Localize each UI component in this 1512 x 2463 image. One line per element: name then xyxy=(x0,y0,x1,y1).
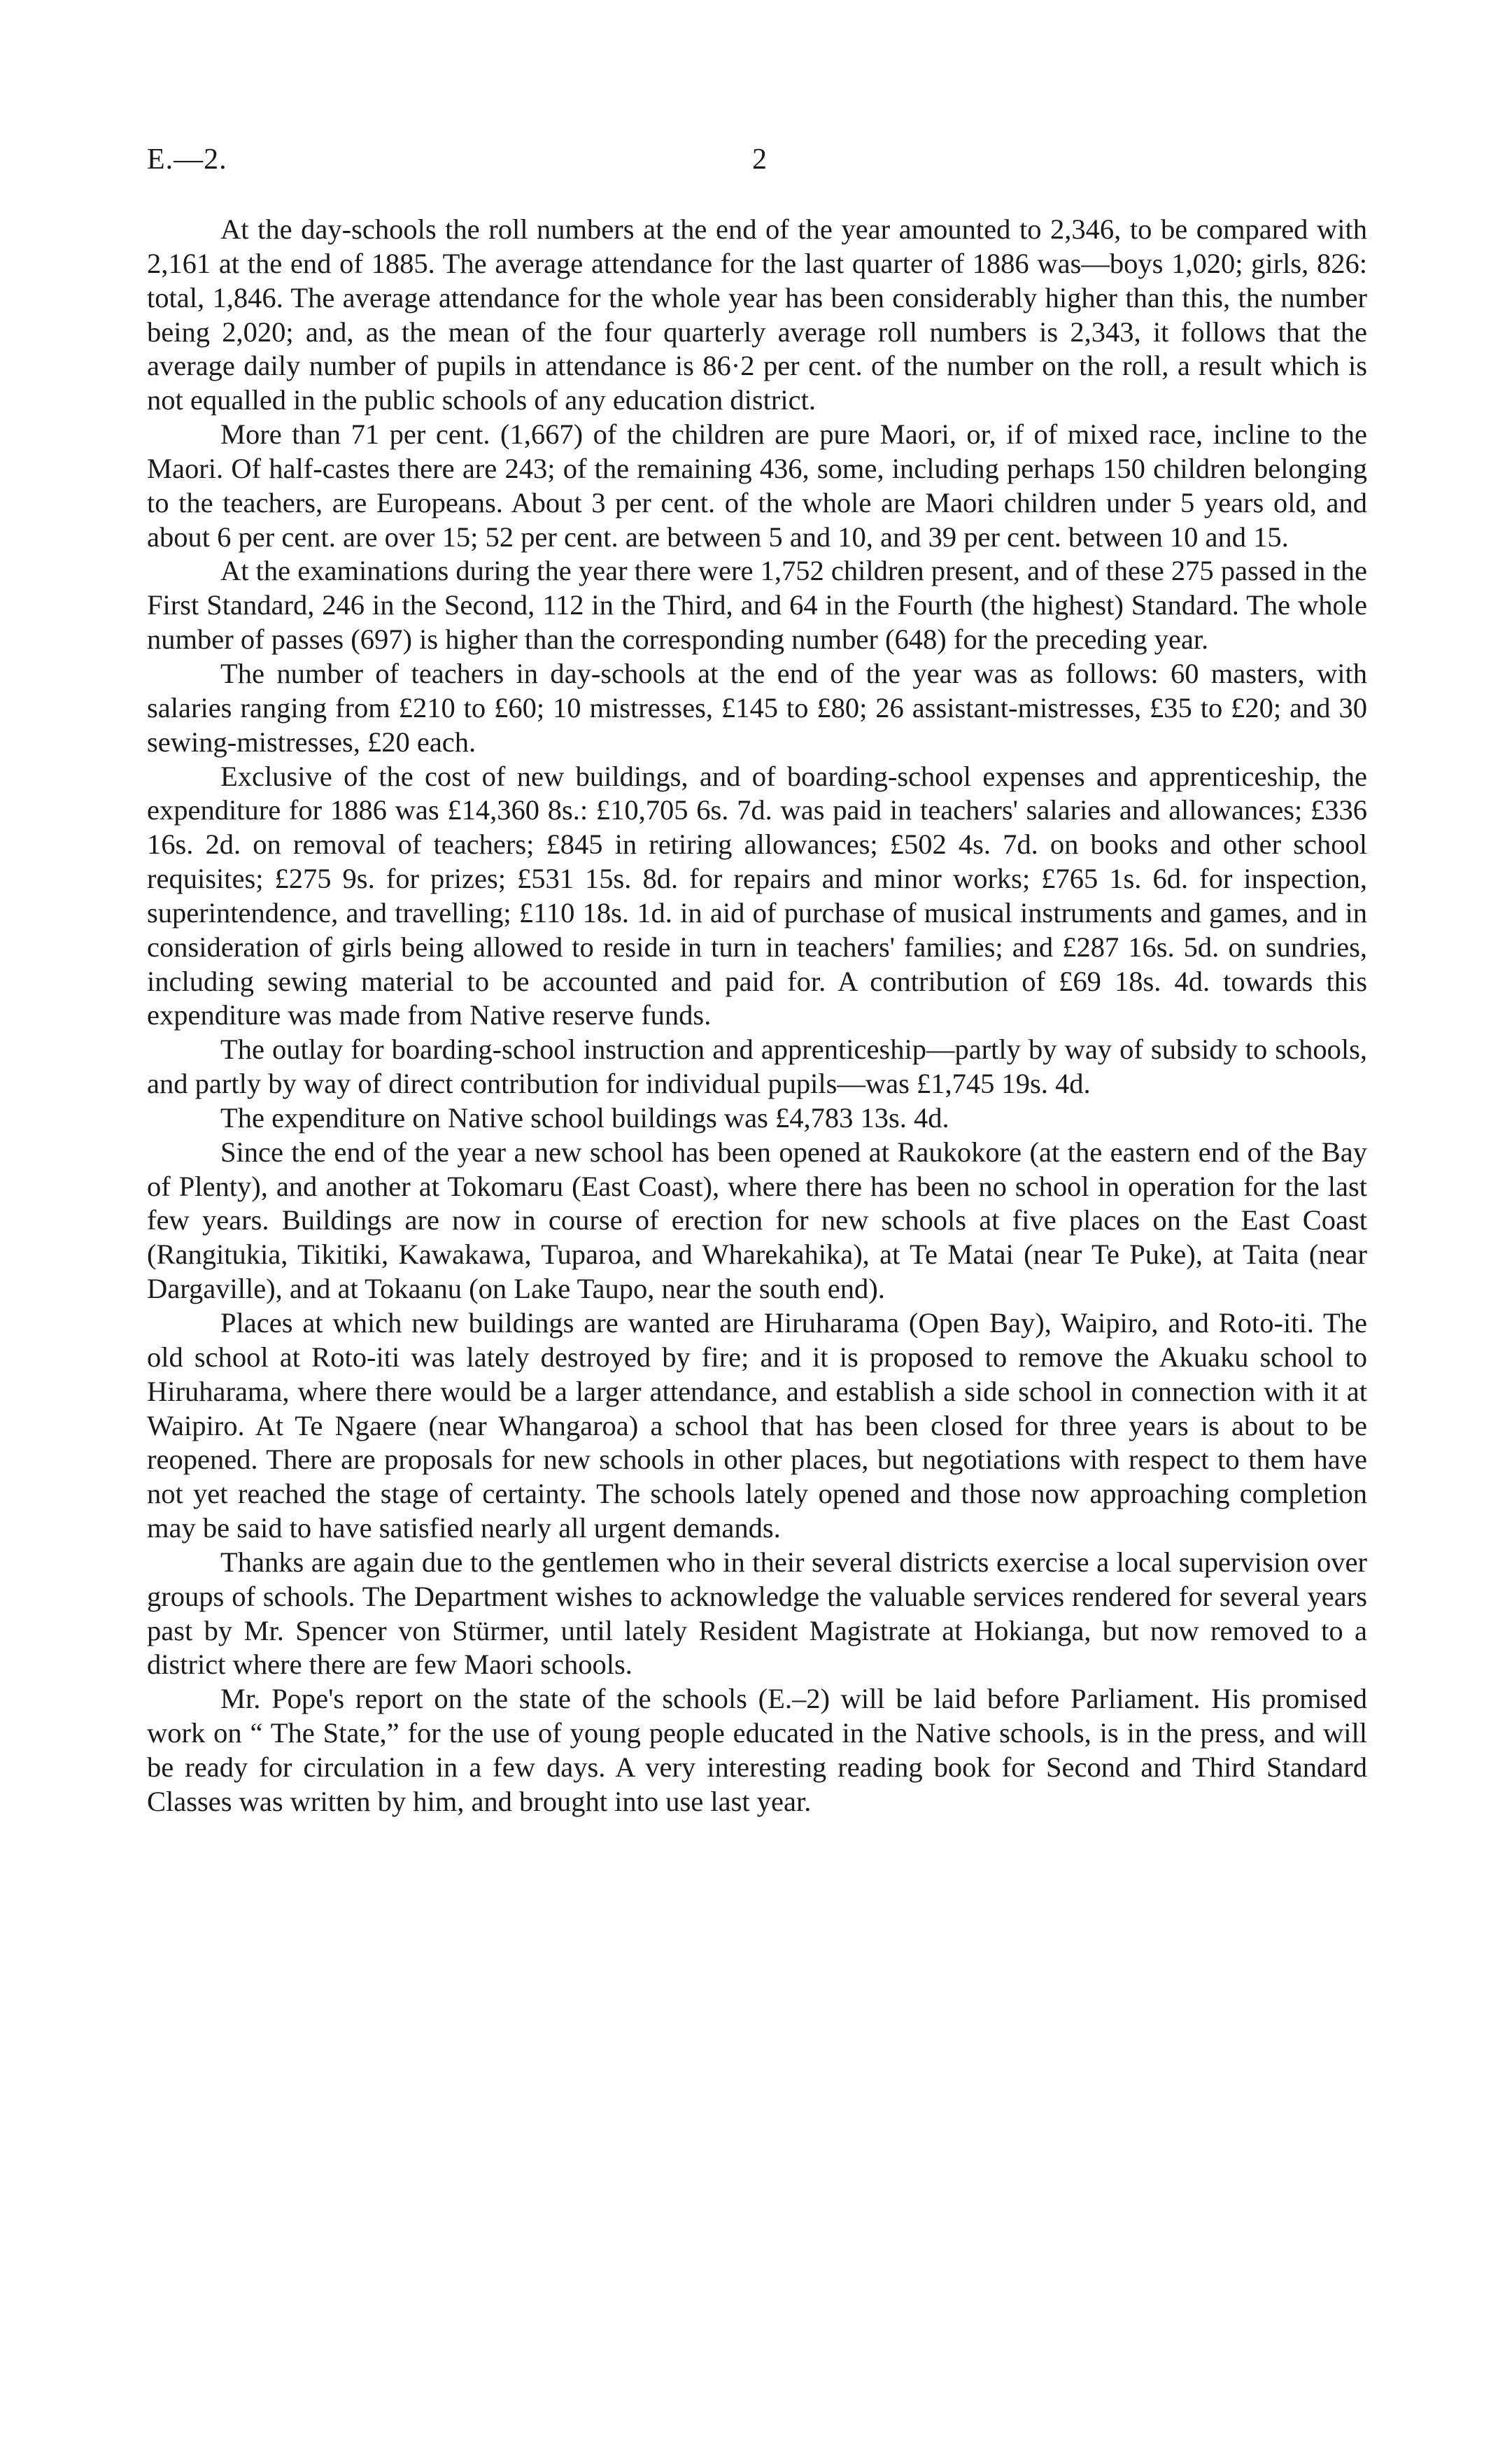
page-header xyxy=(147,139,1364,181)
paragraph-teachers: The number of teachers in day-schools at the end of the year was as follows: 60 masters, with salaries ranging from £210 to £60; 10 mistresses, £145 to £80; 26 assistant-mistresses, £35 to £20; and 30 sewing-mistresses, £20 each. xyxy=(147,657,1367,758)
paragraph-examinations: At the examinations during the year there were 1,752 children present, and of these 275 passed in the First Standard, 246 in the Second, 112 in the Third, and 64 in the Fourth (the highest) Standard. The whole number of passes (697) is higher than the corresponding number (648) for the preceding year. xyxy=(147,555,1367,656)
paragraph-expenditure: Exclusive of the cost of new buildings, and of boarding-school expenses and apprenticeship, the expenditure for 1886 was £14,360 8s.: £10,705 6s. 7d. was paid in teachers' salaries and allowances; £336 16s. 2d. on removal of teachers; £845 in retiring allowances; £502 4s. 7d. on books and other school requisites; £275 9s. for prizes; £531 15s. 8d. for repairs and minor works; £765 1s. 6d. for inspection, superintendence, and travelling; £110 18s. 1d. in aid of purchase of musical instruments and games, and in consideration of girls being allowed to reside in turn in teachers' families; and £287 16s. 5d. on sundries, including sewing material to be accounted and paid for. A contribution of £69 18s. 4d. towards this expenditure was made from Native reserve funds. xyxy=(147,760,1367,1031)
document-body xyxy=(147,213,1367,1819)
page-number: 2 xyxy=(752,143,767,176)
paragraph-acknowledgements: Thanks are again due to the gentlemen who in their several districts exercise a local supervision over groups of schools. The Department wishes to acknowledge the valuable services rendered for several years past by Mr. Spencer von Stürmer, until lately Resident Magistrate at Hokianga, but now removed to a district where there are few Maori schools. xyxy=(147,1546,1367,1681)
paragraph-race-and-age: More than 71 per cent. (1,667) of the children are pure Maori, or, if of mixed race, incline to the Maori. Of half-castes there are 243; of the remaining 436, some, including perhaps 150 children belonging to the teachers, are Europeans. About 3 per cent. of the whole are Maori children under 5 years old, and about 6 per cent. are over 15; 52 per cent. are between 5 and 10, and 39 per cent. between 10 and 15. xyxy=(147,418,1367,553)
paragraph-attendance: At the day-schools the roll numbers at the end of the year amounted to 2,346, to be compared with 2,161 at the end of 1885. The average attendance for the last quarter of 1886 was—boys 1,020; girls, 826: total, 1,846. The average attendance for the whole year has been considerably higher than this, the number being 2,020; and, as the mean of the four quarterly average roll numbers is 2,343, it follows that the average daily number of pupils in attendance is 86·2 per cent. of the number on the roll, a result which is not equalled in the public schools of any education district. xyxy=(147,213,1367,416)
paragraph-popes-report: Mr. Pope's report on the state of the schools (E.–2) will be laid before Parliament. His promised work on “ The State,” for the use of young people educated in the Native schools, is in the press, and will be ready for circulation in a few days. A very interesting reading book for Second and Third Standard Classes was written by him, and brought into use last year. xyxy=(147,1683,1367,1817)
paragraph-new-schools: Since the end of the year a new school has been opened at Raukokore (at the eastern end of the Bay of Plenty), and another at Tokomaru (East Coast), where there has been no school in operation for the last few years. Buildings are now in course of erection for new schools at five places on the East Coast (Rangitukia, Tikitiki, Kawakawa, Tuparoa, and Wharekahika), at Te Matai (near Te Puke), at Taita (near Dargaville), and at Tokaanu (on Lake Taupo, near the south end). xyxy=(147,1136,1367,1305)
paragraph-buildings-wanted: Places at which new buildings are wanted are Hiruharama (Open Bay), Waipiro, and Roto-iti. The old school at Roto-iti was lately destroyed by fire; and it is proposed to remove the Akuaku school to Hiruharama, where there would be a larger attendance, and establish a side school in connection with it at Waipiro. At Te Ngaere (near Whangaroa) a school that has been closed for three years is about to be reopened. There are proposals for new schools in other places, but negotiations with respect to them have not yet reached the stage of certainty. The schools lately opened and those now approaching completion may be said to have satisfied nearly all urgent demands. xyxy=(147,1307,1367,1544)
document-reference: E.—2. xyxy=(147,143,227,176)
paragraph-building-expenditure: The expenditure on Native school buildings was £4,783 13s. 4d. xyxy=(220,1101,949,1134)
paragraph-boarding-school-outlay: The outlay for boarding-school instruction and apprenticeship—partly by way of subsidy to schools, and partly by way of direct contribution for individual pupils—was £1,745 19s. 4d. xyxy=(147,1033,1367,1100)
